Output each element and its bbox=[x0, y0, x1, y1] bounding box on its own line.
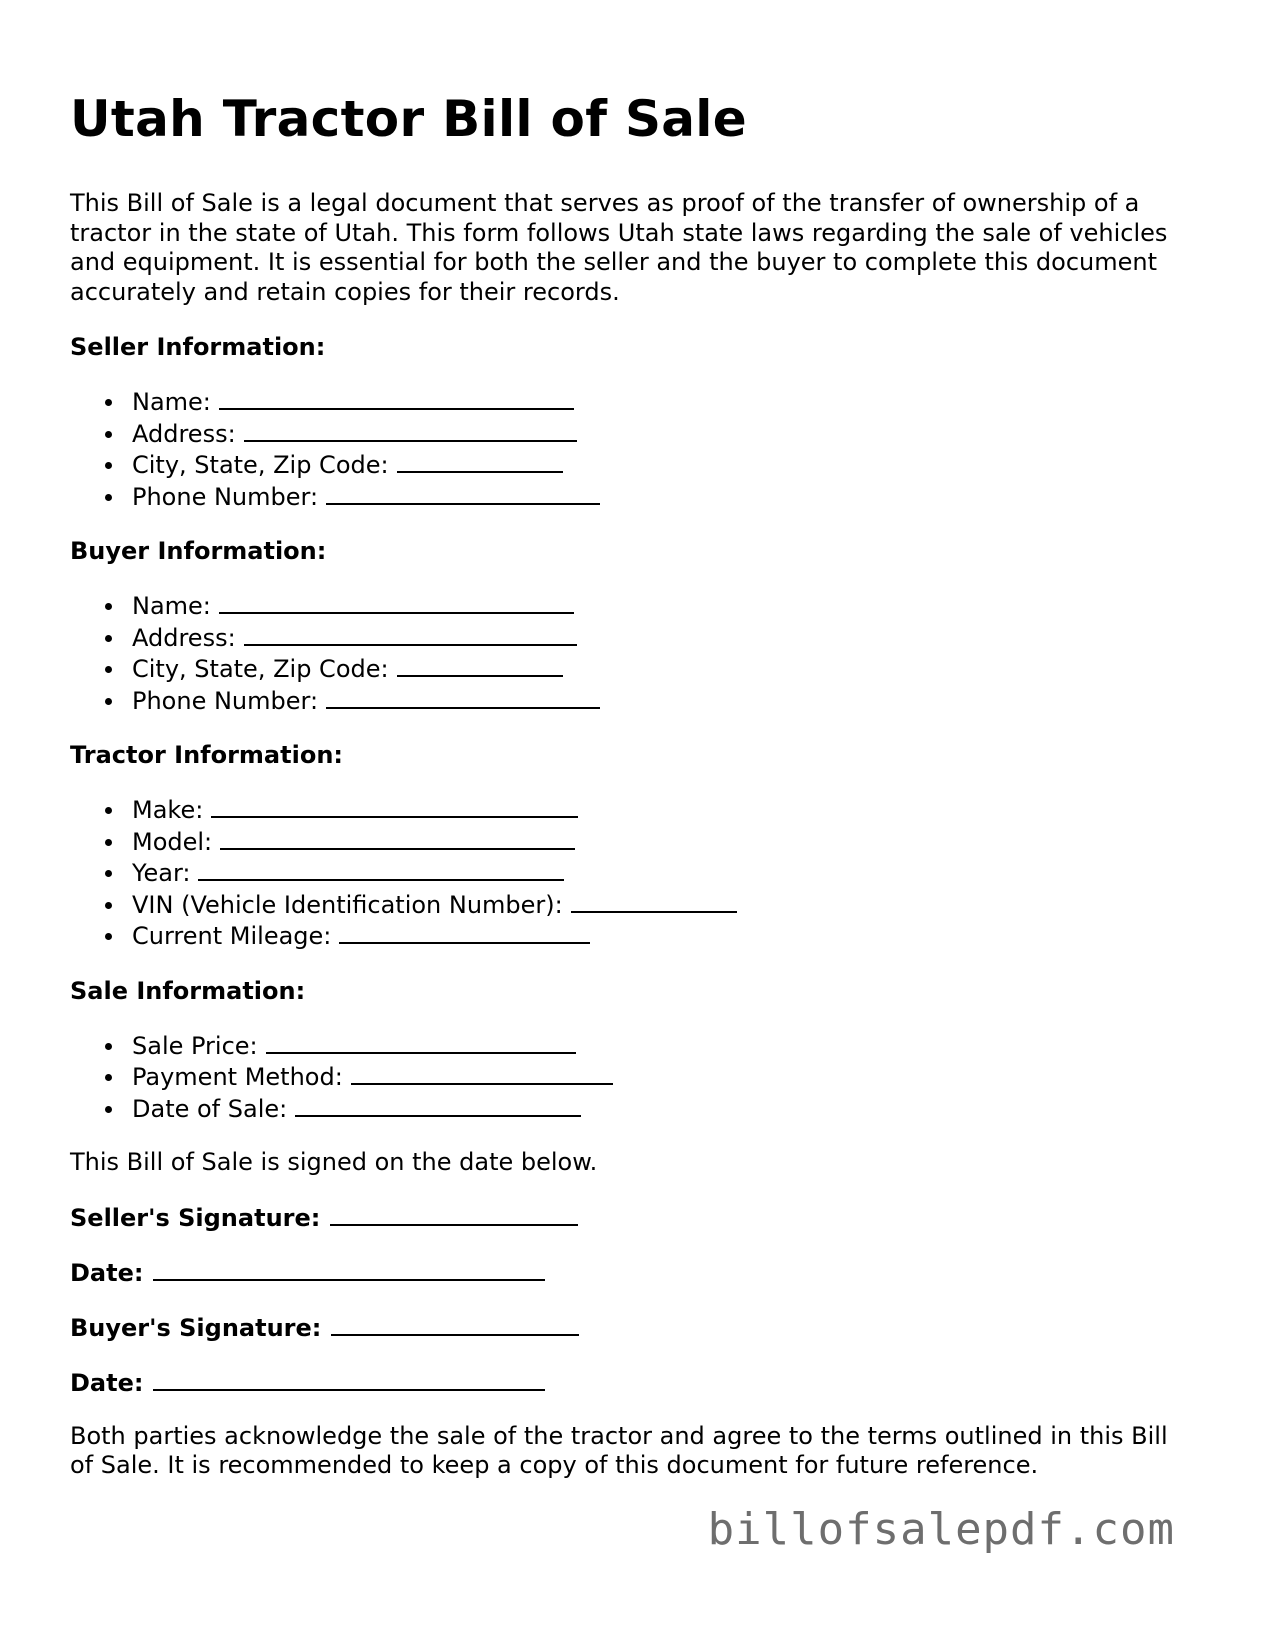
buyer-phone-item bbox=[132, 685, 1210, 717]
buyer-address-label: Address: bbox=[132, 623, 236, 652]
buyer-date-label: Date: bbox=[70, 1368, 144, 1397]
buyer-signature-row bbox=[70, 1312, 1210, 1343]
tractor-year-field[interactable] bbox=[198, 857, 564, 881]
date-of-sale-item bbox=[132, 1093, 1210, 1125]
sale-section-heading: Sale Information: bbox=[70, 976, 306, 1005]
tractor-vin-label: VIN (Vehicle Identification Number): bbox=[132, 890, 563, 919]
buyer-section-heading: Buyer Information: bbox=[70, 537, 327, 565]
tractor-model-label: Model: bbox=[132, 827, 213, 856]
buyer-phone-label: Phone Number: bbox=[132, 686, 319, 715]
seller-address-item bbox=[132, 418, 1210, 450]
tractor-fields-list bbox=[70, 794, 1210, 952]
buyer-address-field[interactable] bbox=[244, 622, 577, 646]
buyer-signature-label: Buyer's Signature: bbox=[70, 1313, 322, 1342]
sale-price-field[interactable] bbox=[266, 1030, 576, 1054]
seller-date-field[interactable] bbox=[153, 1257, 545, 1281]
seller-phone-field[interactable] bbox=[326, 481, 600, 505]
tractor-model-field[interactable] bbox=[220, 826, 575, 850]
payment-method-item bbox=[132, 1061, 1210, 1093]
page-title: Utah Tractor Bill of Sale bbox=[70, 90, 747, 148]
sale-price-item bbox=[132, 1030, 1210, 1062]
seller-address-field[interactable] bbox=[244, 418, 577, 442]
tractor-vin-item bbox=[132, 889, 1210, 921]
date-of-sale-field[interactable] bbox=[295, 1093, 581, 1117]
seller-signature-label: Seller's Signature: bbox=[70, 1203, 321, 1232]
seller-city-field[interactable] bbox=[397, 449, 563, 473]
payment-method-label: Payment Method: bbox=[132, 1063, 343, 1091]
bill-of-sale-document bbox=[70, 80, 1210, 1481]
seller-phone-item bbox=[132, 481, 1210, 513]
date-of-sale-label: Date of Sale: bbox=[132, 1094, 288, 1123]
seller-signature-field[interactable] bbox=[330, 1202, 578, 1226]
buyer-city-field[interactable] bbox=[397, 653, 563, 677]
buyer-date-row bbox=[70, 1367, 1210, 1398]
tractor-make-item bbox=[132, 794, 1210, 826]
seller-name-item bbox=[132, 386, 1210, 418]
buyer-name-label: Name: bbox=[132, 592, 211, 620]
buyer-city-item bbox=[132, 653, 1210, 685]
tractor-mileage-item bbox=[132, 920, 1210, 952]
buyer-phone-field[interactable] bbox=[326, 685, 600, 709]
tractor-year-item bbox=[132, 857, 1210, 889]
sale-price-label: Sale Price: bbox=[132, 1031, 258, 1060]
tractor-year-label: Year: bbox=[132, 859, 191, 887]
buyer-address-item bbox=[132, 622, 1210, 654]
tractor-mileage-field[interactable] bbox=[339, 920, 590, 944]
tractor-make-label: Make: bbox=[132, 796, 204, 824]
buyer-name-item bbox=[132, 590, 1210, 622]
tractor-mileage-label: Current Mileage: bbox=[132, 922, 332, 950]
seller-phone-label: Phone Number: bbox=[132, 482, 319, 511]
tractor-make-field[interactable] bbox=[211, 794, 578, 818]
seller-date-row bbox=[70, 1257, 1210, 1288]
payment-method-field[interactable] bbox=[351, 1061, 613, 1085]
buyer-fields-list bbox=[70, 590, 1210, 716]
intro-paragraph: This Bill of Sale is a legal document that serves as proof of the transfer of ownership of a tractor in the state of Utah. This form follows Utah state laws regarding the sale of vehicles and equipment. It is essential for both the seller and the buyer to complete this document accurately and retain copies for their records. bbox=[70, 189, 1168, 306]
seller-city-label: City, State, Zip Code: bbox=[132, 451, 389, 479]
tractor-model-item bbox=[132, 826, 1210, 858]
buyer-signature-field[interactable] bbox=[331, 1312, 579, 1336]
seller-name-label: Name: bbox=[132, 388, 211, 416]
tractor-section-heading: Tractor Information: bbox=[70, 741, 343, 769]
seller-fields-list bbox=[70, 386, 1210, 512]
signed-note: This Bill of Sale is signed on the date below. bbox=[70, 1148, 598, 1176]
buyer-city-label: City, State, Zip Code: bbox=[132, 655, 389, 683]
seller-city-item bbox=[132, 449, 1210, 481]
seller-signature-row bbox=[70, 1202, 1210, 1233]
sale-fields-list bbox=[70, 1030, 1210, 1125]
site-watermark: billofsalepdf.com bbox=[707, 1504, 1175, 1555]
buyer-name-field[interactable] bbox=[219, 590, 574, 614]
seller-section-heading: Seller Information: bbox=[70, 333, 326, 361]
buyer-date-field[interactable] bbox=[153, 1367, 545, 1391]
seller-date-label: Date: bbox=[70, 1258, 144, 1287]
seller-name-field[interactable] bbox=[219, 386, 574, 410]
closing-paragraph: Both parties acknowledge the sale of the tractor and agree to the terms outlined in this Bill of Sale. It is recommended to keep a copy of this document for future reference. bbox=[70, 1421, 1168, 1479]
seller-address-label: Address: bbox=[132, 419, 236, 448]
tractor-vin-field[interactable] bbox=[571, 889, 737, 913]
